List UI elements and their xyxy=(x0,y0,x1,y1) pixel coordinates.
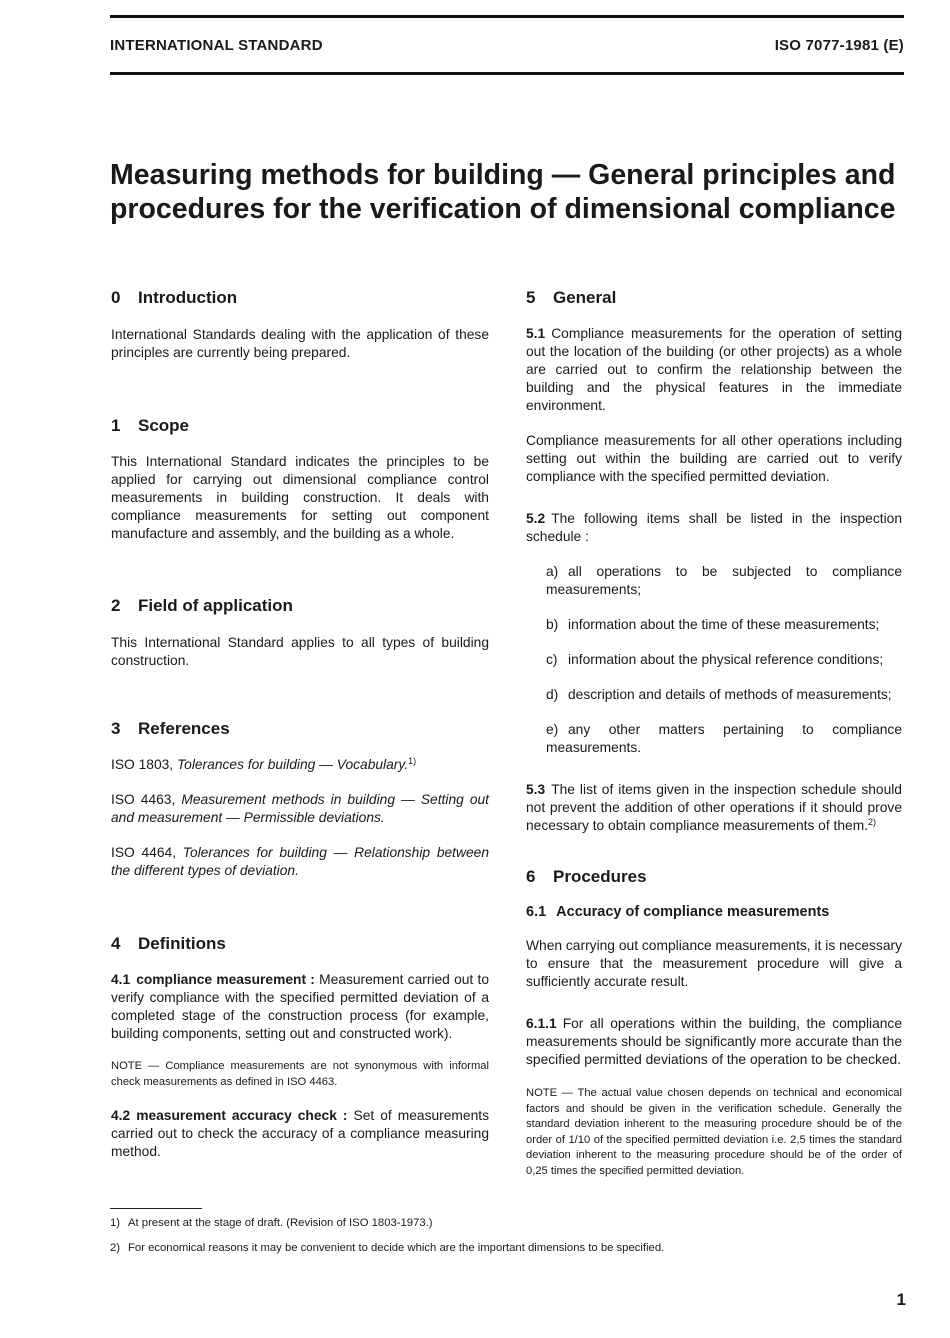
section-title: References xyxy=(138,719,230,738)
list-item: d) description and details of methods of measurements; xyxy=(546,687,892,702)
section-number: 2 xyxy=(111,596,121,615)
clause-6-1-1: 6.1.1 For all operations within the building, the compliance measurements should be significantly more accurate than the specified permitted deviations of the operation to be checked. xyxy=(526,1016,902,1067)
definition-note: NOTE — Compliance measurements are not synonymous with informal check measurements as defined in ISO 4463. xyxy=(111,1060,489,1088)
section-number: 0 xyxy=(111,288,121,307)
scope-text: This International Standard indicates the principles to be applied for carrying out dimensional compliance control measurements in building construction. It deals with compliance measurements for setting out component manufacture and assembly, and the building as a whole. xyxy=(111,454,489,541)
document-type: INTERNATIONAL STANDARD xyxy=(110,37,323,54)
document-number: ISO 7077-1981 (E) xyxy=(774,37,904,54)
list-item: e) any other matters pertaining to compliance measurements. xyxy=(546,722,902,755)
field-of-application-text: This International Standard applies to all types of building construction. xyxy=(111,635,489,668)
page-number: 1 xyxy=(896,1290,906,1309)
section-introduction xyxy=(111,287,489,362)
reference-iso-1803: ISO 1803, Tolerances for building — Vocabulary.$^{1)}$ xyxy=(111,756,417,772)
section-scope xyxy=(111,415,489,543)
title-line-1: Measuring methods for building — General principles and xyxy=(110,159,896,191)
clause-5-2: 5.2 The following items shall be listed in the inspection schedule : xyxy=(526,511,902,544)
section-number: 3 xyxy=(111,719,121,738)
clause-5-1-continued: Compliance measurements for all other operations including setting out within the building are carried out to verify compliance with the specified permitted deviation. xyxy=(526,433,902,484)
left-column xyxy=(111,287,489,1161)
header-top-rule xyxy=(110,15,904,18)
section-title: General xyxy=(553,288,617,307)
section-definitions xyxy=(111,933,489,1161)
header-bottom-rule xyxy=(110,72,904,75)
section-title: Procedures xyxy=(553,867,647,886)
section-number: 1 xyxy=(111,416,121,435)
inspection-schedule-list xyxy=(526,563,902,757)
section-title: Definitions xyxy=(138,934,226,953)
section-title: Scope xyxy=(138,416,190,435)
section-number: 5 xyxy=(526,288,536,307)
definition-4-2: 4.2 measurement accuracy check : Set of measurements carried out to check the accuracy of a compliance measuring method. xyxy=(111,1108,489,1159)
section-references xyxy=(111,718,489,880)
section-procedures xyxy=(526,866,902,1179)
list-item: b) information about the time of these measurements; xyxy=(546,617,880,632)
clause-5-3: 5.3 The list of items given in the inspection schedule should not prevent the addition of other operations if it should prove necessary to obtain compliance measurements of them.$^{2)}$ xyxy=(526,782,902,833)
reference-iso-4464: ISO 4464, Tolerances for building — Relationship between the different types of deviation. xyxy=(111,845,489,878)
section-field-of-application xyxy=(111,595,489,670)
document-title xyxy=(110,158,910,226)
list-item: c) information about the physical reference conditions; xyxy=(546,652,884,667)
list-item: a) all operations to be subjected to compliance measurements; xyxy=(546,564,902,597)
section-number: 4 xyxy=(111,934,121,953)
introduction-text: International Standards dealing with the application of these principles are currently being prepared. xyxy=(111,327,489,360)
section-number: 6 xyxy=(526,867,536,886)
footnote-2: 2) For economical reasons it may be convenient to decide which are the important dimensions to be specified. xyxy=(110,1242,665,1254)
section-title: Introduction xyxy=(138,288,238,307)
footnote-1: 1) At present at the stage of draft. (Revision of ISO 1803-1973.) xyxy=(110,1217,433,1229)
clause-5-1: 5.1 Compliance measurements for the operation of setting out the location of the building (or other projects) as a whole are carried out to confirm the relationship between the building and the physical features in the immediate environment. xyxy=(526,326,902,413)
subsection-6-1-title: 6.1 Accuracy of compliance measurements xyxy=(526,904,830,920)
section-title: Field of application xyxy=(138,596,293,615)
title-line-2: procedures for the verification of dimensional compliance xyxy=(110,193,896,225)
section-general xyxy=(526,287,902,835)
procedure-note: NOTE — The actual value chosen depends on technical and economical factors and should be given in the verification schedule. Generally the standard deviation inherent to the measuring procedure should be of the order of 1/10 of the specified permitted deviation i.e. 2,5 times the standard deviation inherent to the measuring procedure should be of the order of 0,25 times the specified permitted deviation. xyxy=(526,1087,902,1177)
footnote-rule xyxy=(110,1208,202,1209)
right-column xyxy=(526,287,902,1179)
definition-4-1: 4.1 compliance measurement : Measurement carried out to verify compliance with the specified permitted deviation of a completed stage of the construction process (for example, building components, setting out and constructed work). xyxy=(111,972,489,1041)
reference-iso-4463: ISO 4463, Measurement methods in building — Setting out and measurement — Permissible deviations. xyxy=(111,792,489,825)
clause-6-1-text: When carrying out compliance measurements, it is necessary to ensure that the measurement procedure will give a sufficiently accurate result. xyxy=(526,938,902,989)
